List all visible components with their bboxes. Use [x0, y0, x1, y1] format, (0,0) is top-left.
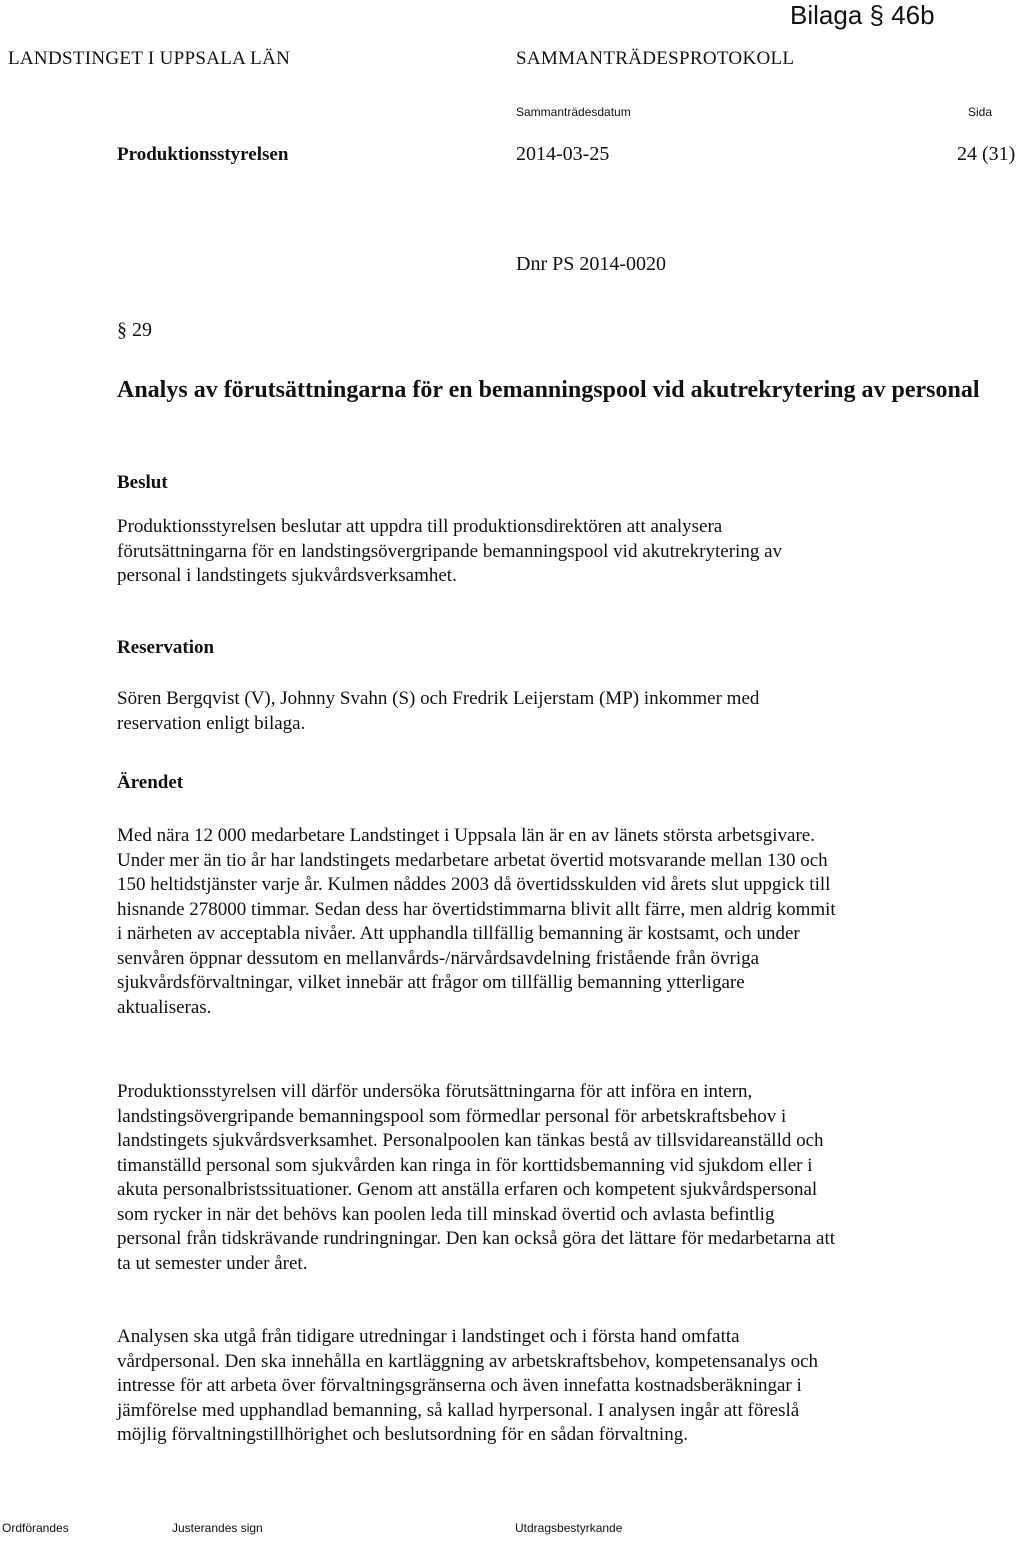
- text-line: akuta personalbristssituationer. Genom att anställa erfaren och kompetent sjukvårdspersonal: [117, 1179, 818, 1200]
- text-line: sjukvårdsförvaltningar, vilket innebär att frågor om tillfällig bemanning ytterligare: [117, 972, 745, 993]
- board-name: Produktionsstyrelsen: [117, 144, 289, 165]
- text-line: Produktionsstyrelsen vill därför undersöka förutsättningarna för att införa en intern,: [117, 1081, 753, 1102]
- section-heading-arendet: Ärendet: [117, 772, 184, 793]
- section-heading-beslut: Beslut: [117, 472, 168, 493]
- footer-chair-signature-label: Ordförandes: [2, 1521, 69, 1535]
- arendet-paragraph-2: [117, 1080, 1022, 1276]
- page-label: Sida: [968, 105, 993, 119]
- text-line: ta ut semester under året.: [117, 1252, 308, 1274]
- case-title: Analys av förutsättningarna för en bemanningspool vid akutrekrytering av personal: [117, 377, 980, 403]
- date-label: Sammanträdesdatum: [516, 105, 631, 119]
- text-line: landstingets sjukvårdsverksamhet. Personalpoolen kan tänkas bestå av tillsvidareanställd och: [117, 1130, 824, 1151]
- text-line: Med nära 12 000 medarbetare Landstinget i Uppsala län är en av länets största arbetsgivare.: [117, 825, 815, 846]
- text-line: hisnande 278000 timmar. Sedan dess har övertidstimmarna blivit allt färre, men aldrig kommit: [117, 898, 836, 920]
- arendet-paragraph-1: [117, 824, 1022, 1020]
- text-line: personal i landstingets sjukvårdsverksamhet.: [117, 565, 457, 586]
- text-line: intresse för att arbeta över förvaltningsgränserna och även innefatta kostnadsberäkningar i: [117, 1375, 802, 1396]
- text-line: timanställd personal som sjukvården kan ringa in för korttidsbemanning vid sjukdom eller i: [117, 1154, 813, 1176]
- text-line: reservation enligt bilaga.: [117, 712, 306, 734]
- text-line: aktualiseras.: [117, 996, 212, 1018]
- text-line: 150 heltidstjänster varje år. Kulmen nåddes 2003 då övertidsskulden vid årets slut uppgick till: [117, 874, 831, 895]
- meeting-date: 2014-03-25: [516, 143, 610, 165]
- text-line: senvåren öppnar dessutom en mellanvårds-/närvårdsavdelning fristående från övriga: [117, 947, 760, 969]
- text-line: landstingsövergripande bemanningspool som förmedlar personal för arbetskraftsbehov i: [117, 1105, 787, 1127]
- case-number: Dnr PS 2014-0020: [516, 253, 667, 275]
- text-line: som rycker in när det behövs kan poolen leda till minskad övertid och avlasta befintlig: [117, 1203, 775, 1225]
- paragraph-number: § 29: [117, 319, 152, 341]
- text-line: Analysen ska utgå från tidigare utredningar i landstinget och i första hand omfatta: [117, 1326, 740, 1347]
- beslut-paragraph: [117, 515, 1022, 589]
- text-line: Under mer än tio år har landstingets medarbetare arbetat övertid motsvarande mellan 130 och: [117, 849, 828, 871]
- footer-adjuster-signature-label: Justerandes sign: [172, 1521, 263, 1535]
- appendix-label: Bilaga § 46b: [790, 0, 935, 30]
- arendet-paragraph-3: [117, 1325, 1022, 1448]
- organization-name: LANDSTINGET I UPPSALA LÄN: [8, 48, 291, 69]
- footer-certifier-label: Utdragsbestyrkande: [515, 1521, 623, 1535]
- reservation-paragraph: [117, 687, 1022, 736]
- text-line: förutsättningarna för en landstingsövergripande bemanningspool vid akutrekrytering av: [117, 540, 782, 562]
- page-number: 24 (31): [957, 143, 1016, 165]
- text-line: vårdpersonal. Den ska innehålla en kartläggning av arbetskraftsbehov, kompetensanalys och: [117, 1350, 819, 1372]
- text-line: i närheten av acceptabla nivåer. Att upphandla tillfällig bemanning är kostsamt, och under: [117, 923, 800, 944]
- text-line: personal från tidskrävande rundringningar. Den kan också göra det lättare för medarbetarna att: [117, 1228, 836, 1249]
- text-line: möjlig förvaltningstillhörighet och beslutsordning för en sådan förvaltning.: [117, 1424, 688, 1445]
- section-heading-reservation: Reservation: [117, 637, 215, 658]
- text-line: jämförelse med upphandlad bemanning, så kallad hyrpersonal. I analysen ingår att föreslå: [117, 1399, 800, 1421]
- document-type: SAMMANTRÄDESPROTOKOLL: [516, 48, 795, 69]
- text-line: Sören Bergqvist (V), Johnny Svahn (S) och Fredrik Leijerstam (MP) inkommer med: [117, 688, 760, 709]
- text-line: Produktionsstyrelsen beslutar att uppdra till produktionsdirektören att analysera: [117, 516, 723, 537]
